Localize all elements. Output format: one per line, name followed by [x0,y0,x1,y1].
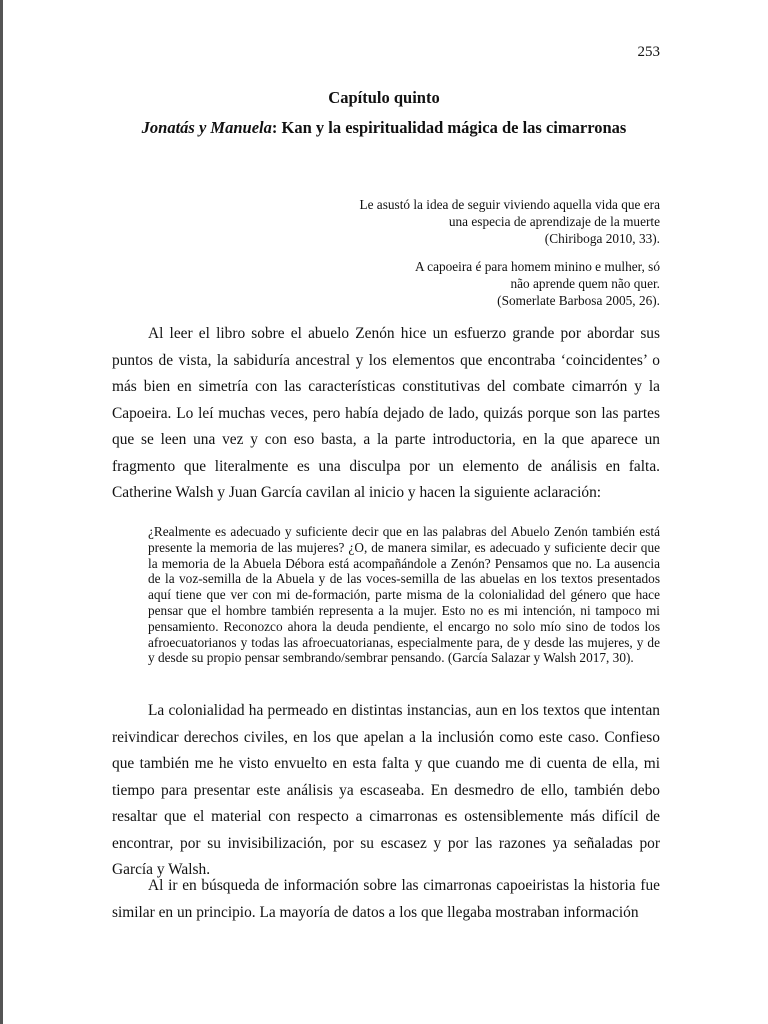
block-quote [148,524,660,666]
chapter-title: Capítulo quinto [328,88,440,107]
paragraph-text: Al leer el libro sobre el abuelo Zenón hice un esfuerzo grande por abordar sus puntos de vista, la sabiduría ancestral y los elementos que encontraba ‘coincidentes’ o más bien en simetría con las características constitutivas del combate cimarrón y la Capoeira. Lo leí muchas veces, pero había dejado de lado, quizás porque son las partes que se leen una vez y con eso basta, a la parte introductoria, en la que aparece un fragmento que literalmente es una disculpa por un elemento de análisis en falta. Catherine Walsh y Juan García cavilan al inicio y hacen la siguiente aclaración: [112,325,660,501]
epigraph-line: A capoeira é para homem minino e mulher, só [414,259,660,274]
subtitle-italic-part: Jonatás y Manuela [141,118,272,137]
epigraph-line: Le asustó la idea de seguir viviendo aquella vida que era [359,197,660,212]
epigraph-1 [240,196,660,247]
page-number: 253 [637,44,660,60]
epigraph-line: una especia de aprendizaje de la muerte [448,214,660,229]
body-paragraph-2 [112,698,660,884]
paragraph-text: La colonialidad ha permeado en distintas instancias, aun en los textos que intentan reivindicar derechos civiles, en los que apelan a la inclusión como este caso. Confieso que también me he visto envuelto en esta falta y que cuando me di cuenta de ella, mi tiempo para presentar este análisis ya escaseaba. En desmedro de ello, también debo resaltar que el material con respecto a cimarronas es ostensiblemente más difícil de encontrar, por su invisibilización, por su escasez y por las razones ya señaladas por García y Walsh. [112,702,660,878]
body-paragraph-1 [112,321,660,507]
epigraph-2 [240,258,660,309]
chapter-subtitle [0,118,768,138]
subtitle-rest: : Kan y la espiritualidad mágica de las cimarronas [271,118,627,137]
paragraph-text: Al ir en búsqueda de información sobre las cimarronas capoeiristas la historia fue similar en un principio. La mayoría de datos a los que llegaba mostraban información [112,877,660,921]
epigraph-line: não aprende quem não quer. [510,276,660,291]
block-quote-text: ¿Realmente es adecuado y suficiente decir que en las palabras del Abuelo Zenón también está presente la memoria de las mujeres? ¿O, de manera similar, es adecuado y suficiente decir que la memoria de la Abuela Débora está acompañándole a Zenón? Pensamos que no. La ausencia de la voz-semilla de la Abuela y de las voces-semilla de las abuelas en los textos presentados aquí tiene que ver con mi de-formación, parte misma de la colonialidad del género que hace pensar que el hombre también representa a la mujer. Esto no es mi intención, ni tampoco mi pensamiento. Reconozco ahora la deuda pendiente, el encargo no solo mío sino de todos los afroecuatorianos y todas las afroecuatorianas, especialmente para, de y desde las mujeres, y de y desde su propio pensar sembrando/sembrar pensando. (García Salazar y Walsh 2017, 30). [148,524,660,666]
body-paragraph-3 [112,873,660,926]
page-edge [0,0,3,1024]
epigraph-citation: (Chiriboga 2010, 33). [544,231,660,246]
epigraph-citation: (Somerlate Barbosa 2005, 26). [497,293,660,308]
